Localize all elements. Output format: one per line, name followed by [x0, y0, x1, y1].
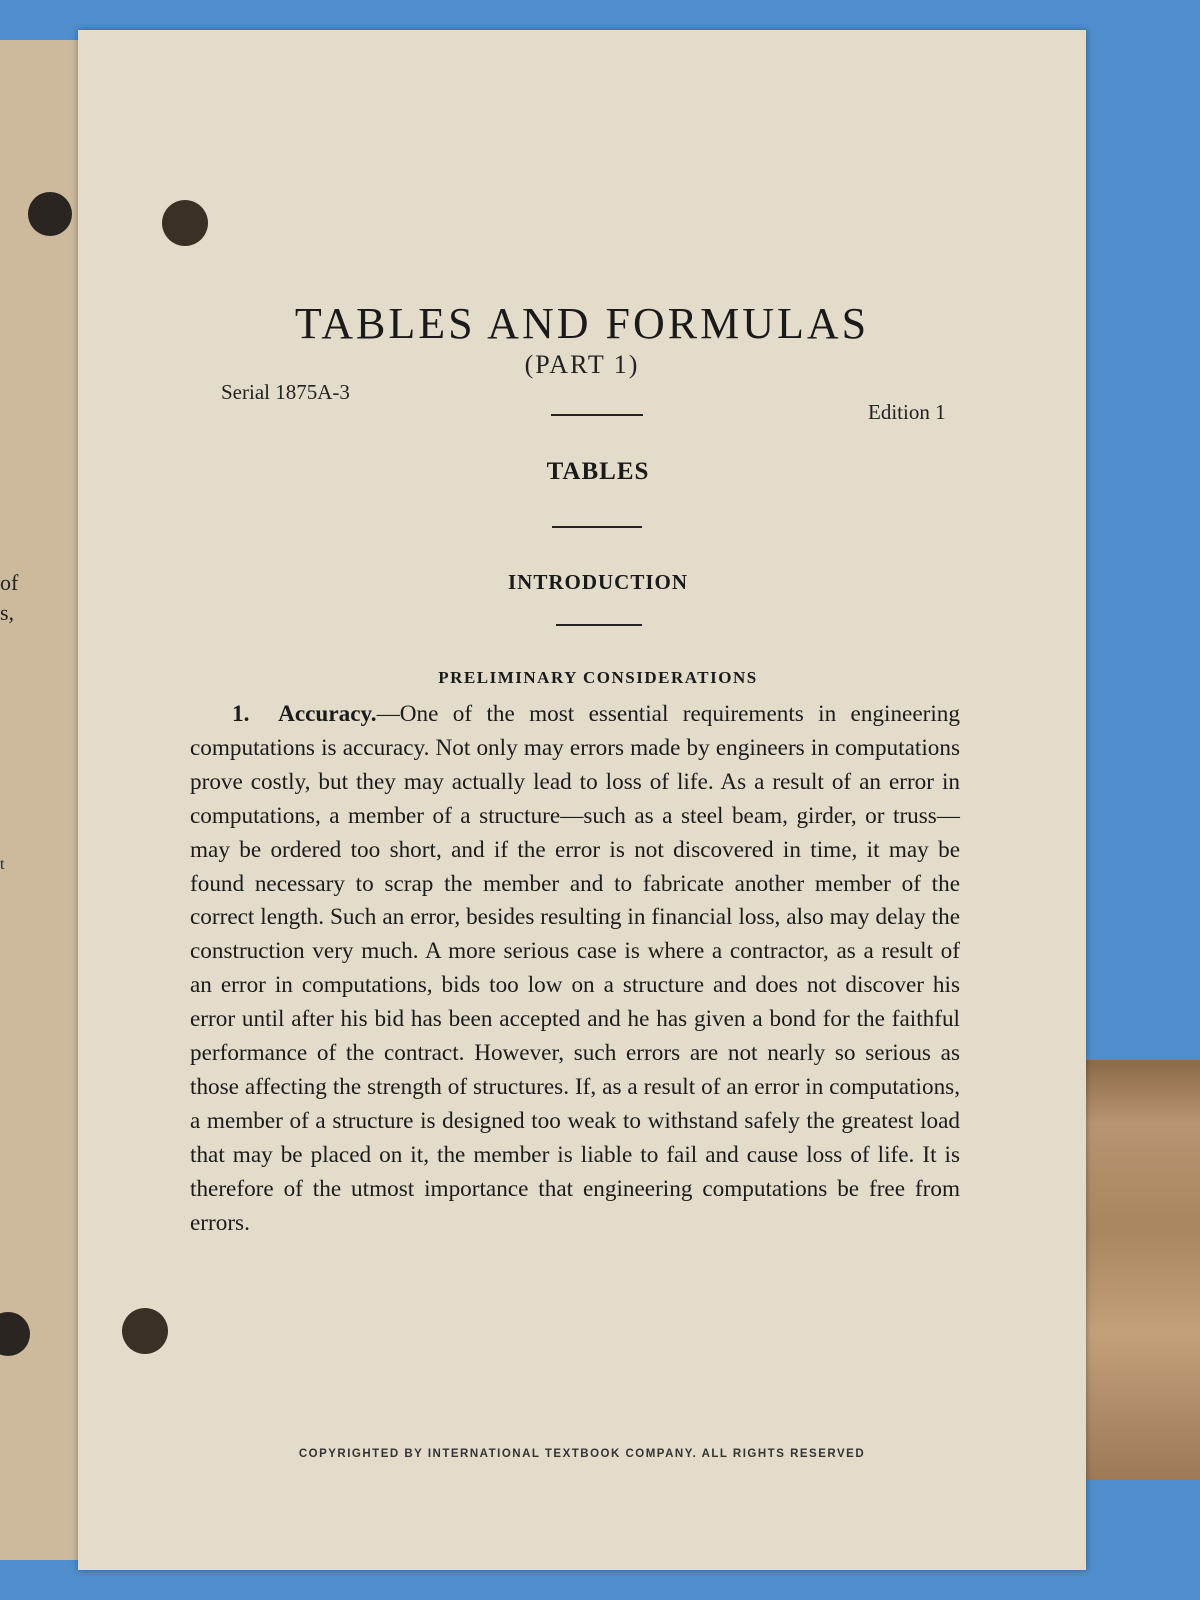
serial-number: Serial 1875A-3	[221, 380, 350, 404]
left-page-fragment: t	[0, 856, 5, 873]
left-page-fragment: s,	[0, 600, 15, 625]
part-label: (PART 1)	[524, 350, 640, 379]
binder-hole	[162, 200, 208, 246]
binder-hole	[0, 1312, 30, 1356]
section-text: —One of the most essential requirements in engineering computations is accuracy. Not only may errors made by engineers in computations prove costly, but they may actually lead to loss of life. As a result of an error in computations, a member of a structure—such as a steel beam, girder, or truss—may be ordered too short, and if the error is not discovered in time, it may be found necessary to scrap the member and to fabricate another member of the correct length. Such an error, besides resulting in financial loss, also may delay the construction very much. A more serious case is where a contractor, as a result of an error in computations, bids too low on a structure and does not discover his error until after his bid has been accepted and he has given a bond for the faithful performance of the contract. However, such errors are not nearly so serious as those affecting the strength of structures. If, as a result of an error in computations, a member of a structure is designed too weak to withstand safely the greatest load that may be placed on it, the member is liable to fail and cause loss of life. It is therefore of the utmost importance that engineering computations be free from errors.	[190, 701, 960, 1236]
copyright-notice: COPYRIGHTED BY INTERNATIONAL TEXTBOOK COMPANY. ALL RIGHTS RESERVED	[298, 1448, 866, 1460]
binder-hole	[122, 1308, 168, 1354]
divider	[556, 624, 642, 626]
section-heading: Accuracy.	[278, 701, 377, 727]
heading-tables: TABLES	[546, 458, 650, 485]
section-paragraph	[190, 698, 960, 1241]
edition-label: Edition 1	[868, 400, 946, 424]
document-page	[78, 30, 1086, 1570]
heading-preliminary-considerations: PRELIMINARY CONSIDERATIONS	[438, 668, 758, 687]
binder-hole	[28, 192, 72, 236]
section-number: 1.	[232, 701, 250, 727]
heading-introduction: INTRODUCTION	[507, 570, 689, 594]
divider	[552, 526, 642, 528]
left-page-fragment: of	[0, 570, 19, 595]
divider	[551, 414, 643, 416]
document-title: TABLES AND FORMULAS	[294, 299, 870, 348]
